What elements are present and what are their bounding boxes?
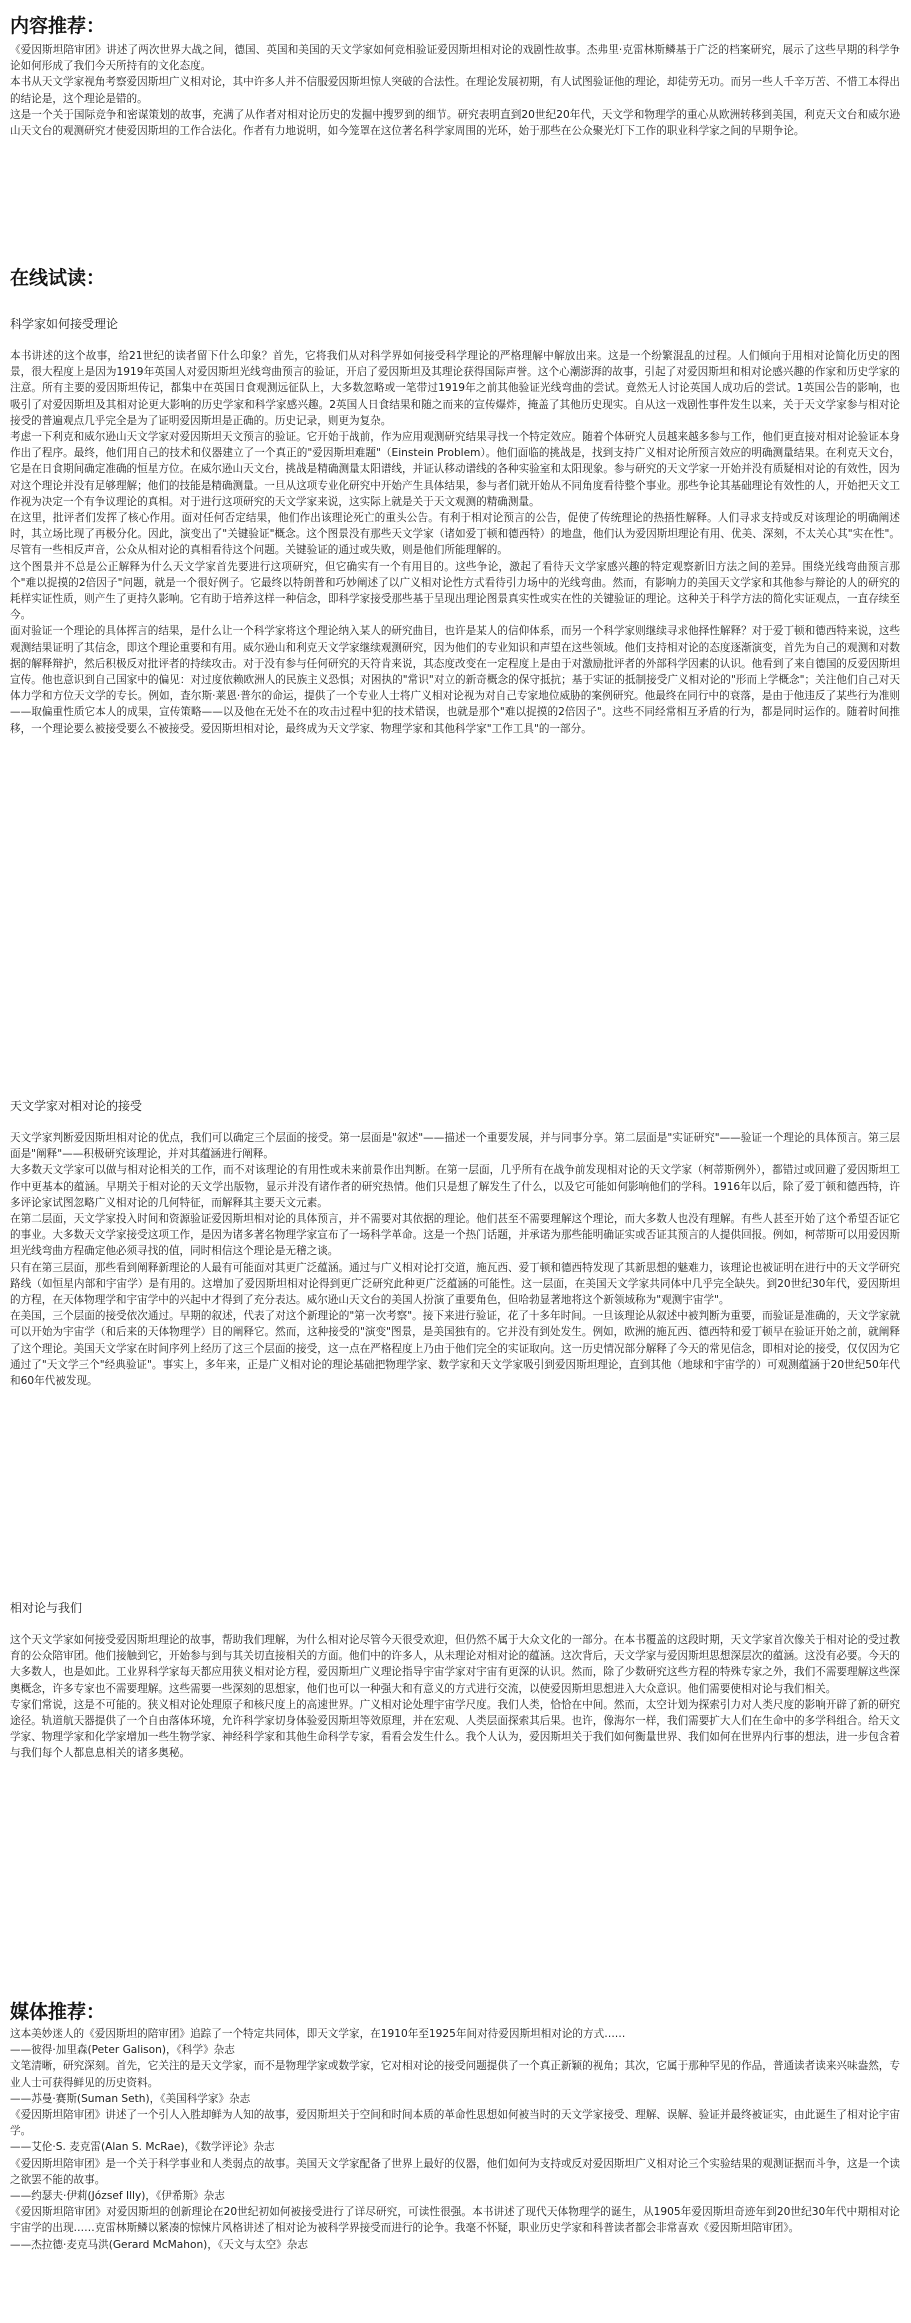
media-review: 《爱因斯坦陪审团》对爱因斯坦的创新理论在20世纪初如何被接受进行了详尽研究，可读性很强。本书讲述了现代天体物理学的诞生，从1905年爱因斯坦奇迹年到20世纪30年代中期相对论宇宙学的出现……克雷林斯鳞以紧凑的惊悚片风格讲述了相对论为被科学界接受而进行的论争。我毫不怀疑，职业历史学家和科普读者都会非常喜欢《爱因斯坦陪审团》。 (10, 2206, 900, 2235)
media-review: 这本美妙迷人的《爱因斯坦的陪审团》追踪了一个特定共同体，即天文学家，在1910年至1925年间对待爱因斯坦相对论的方式…… (10, 2028, 626, 2040)
content-paragraph: 《爱因斯坦陪审团》讲述了两次世界大战之间，德国、英国和美国的天文学家如何竞相验证爱因斯坦相对论的戏剧性故事。杰弗里·克雷林斯鳞基于广泛的档案研究，展示了这些早期的科学争论如何形成了我们今天所持有的文化态度。 (10, 44, 900, 73)
content-paragraph: 本书从天文学家视角考察爱因斯坦广义相对论，其中许多人并不信服爱因斯坦惊人突破的合法性。在理论发展初期，有人试图验证他的理论，却徒劳无功。而另一些人千辛万苦、不惜工本得出的结论是，这个理论是错的。 (10, 76, 900, 105)
media-recommend-heading: 媒体推荐： (10, 2001, 106, 2023)
section-paragraph: 在这里，批评者们发挥了核心作用。面对任何否定结果，他们作出该理论死亡的重头公告。有利于相对论预言的公告，促使了传统理论的热捂性解释。人们寻求支持或反对该理论的明确阐述时，其立场比现了再极分化。因此，演变出了"关键验证"概念。这个图景没有那些天文学家（诸如爱丁顿和德西特）的地盘，他们认为爱因斯坦理论有用、优美、深刻，不太关心其"实在性"。尽管有一些相反声音，公众从相对论的真相看待这个问题。关键验证的通过或失败，则是他们所能理解的。 (10, 512, 900, 557)
section-paragraph: 天文学家判断爱因斯坦相对论的优点，我们可以确定三个层面的接受。第一层面是"叙述"——描述一个重要发展，并与同事分享。第二层面是"实证研究"——验证一个理论的具体预言。第三层面是"阐释"——积极研究该理论，并对其蕴涵进行阐释。 (10, 1132, 900, 1161)
section-relativity-and-us (10, 1600, 900, 1762)
media-review-source: ——约瑟夫·伊莉(József Illy)，《伊希斯》杂志 (10, 2190, 225, 2203)
content-paragraph: 这是一个关于国际竞争和密谋策划的故事，充满了从作者对相对论历史的发掘中搜罗到的细节。研究表明直到20世纪20年代，天文学和物理学的重心从欧洲转移到美国，利克天文台和威尔逊山天文台的观测研究才使爱因斯坦的工作合法化。作者有力地说明，如今笼罩在这位著名科学家周围的光环，始于那些在公众聚光灯下工作的职业科学家之间的早期争论。 (10, 108, 900, 138)
content-recommend-heading: 内容推荐： (10, 15, 106, 37)
section-paragraph: 这个图景并不总是公正解释为什么天文学家首先要进行这项研究，但它确实有一个有用目的。这些争论，激起了看待天文学家感兴趣的特定观察新旧方法之间的差异。围绕光线弯曲预言那个"难以捉摸的2倍因子"问题，就是一个很好例子。它最终以特朗普和巧妙阐述了以广义相对论性方式看待引力场中的光线弯曲。然而，有影响力的美国天文学家和其他参与辩论的人的研究的耗样实证性质，则产生了更持久影响。它有助于培养这样一种信念，即科学家接受那些基于呈现出理论图景真实性或实在性的关键验证的理论。这种关于科学方法的简化实证观点，一直存续至今。 (10, 560, 900, 622)
section-paragraph: 这个天文学家如何接受爱因斯坦理论的故事，帮助我们理解，为什么相对论尽管今天很受欢迎，但仍然不属于大众文化的一部分。在本书覆盖的这段时期，天文学家首次像关于相对论的受过教育的公众陪审团。他们接触到它，开始参与到与其关切直接相关的方面。他们中的许多人，从未理论对相对论的蕴涵。这次背后，天文学家与爱因斯坦思想深层次的蕴涵。这没有必要。今天的大多数人，也是如此。工业界科学家每天都应用狭义相对论方程，爱因斯坦广义理论指导宇宙学家对宇宙有更深的认识。然而，除了少数研究这些方程的特殊专家之外，我们不需要理解这些深奥概念，许多专家也不需要理解。这些需要一些深刻的思想家，他们也可以一种强大和有意义的方式进行交流，以使爱因斯坦思想进入大众意识。他们需要使相对论与我们相关。 (10, 1634, 900, 1695)
media-review: 《爱因斯坦陪审团》是一个关于科学事业和人类弱点的故事。美国天文学家配备了世界上最好的仪器，他们如何为支持或反对爱因斯坦广义相对论三个实验结果的观测证据而斗争，这是一个读之欲罢不能的故事。 (10, 2157, 900, 2186)
section-paragraph: 只有在第三层面，那些看到阐释新理论的人最有可能面对其更广泛蕴涵。通过与广义相对论打交道，施瓦西、爱丁顿和德西特发现了其新思想的魅难力，该理论也被证明在进行中的天文学研究路线（如恒星内部和宇宙学）是有用的。这增加了爱因斯坦相对论得到更广泛研究此种更广泛蕴涵的可能性。这一层面，在美国天文学家共同体中几乎完全缺失。到20世纪30年代，爱因斯坦的方程，在天体物理学和宇宙学中的兴起中才得到了充分表达。威尔逊山天文台的美国人扮演了重要角色，但哈勃显著地将这个新领域称为"观测宇宙学"。 (10, 1261, 900, 1307)
section-paragraph: 在美国，三个层面的接受依次通过。早期的叙述，代表了对这个新理论的"第一次考察"。接下来进行验证，花了十多年时间。一旦该理论从叙述中被判断为重要，而验证是准确的，天文学家就可以开始为宇宙学（和后来的天体物理学）目的阐释它。然而，这种接受的"演变"图景，是美国独有的。它并没有到处发生。例如，欧洲的施瓦西、德西特和爱丁顿早在验证开始之前，就阐释了这个理论。美国天文学家在时间序列上经历了这三个层面的接受，这一点在严格程度上乃由于他们完全的实证取向。这一历史情况部分解释了今天的常见信念，即相对论的接受，仅仅因为它通过了"天文学三个"经典验证"。事实上，多年来，正是广义相对论的理论基础把物理学家、数学家和天文学家吸引到爱因斯坦理论，直到其他（地球和宇宙学的）可观测蕴涵于20世纪50年代和60年代被发现。 (10, 1310, 900, 1388)
media-review-source: ——艾伦·S. 麦克雷(Alan S. McRae)，《数学评论》杂志 (10, 2141, 275, 2154)
media-review-source: ——彼得·加里森(Peter Galison)，《科学》杂志 (10, 2044, 235, 2057)
online-read-heading: 在线试读： (10, 267, 106, 289)
section-paragraph: 大多数天文学家可以做与相对论相关的工作，而不对该理论的有用性或未来前景作出判断。在第一层面，几乎所有在战争前发现相对论的天文学家（柯蒂斯例外），都错过或回避了爱因斯坦工作中更基本的蕴涵。早期关于相对论的天文学出版物，显示并没有诸作者的研究热情。他们只是想了解发生了什么，以及它可能如何影响他们的学科。1916年以后，除了爱丁顿和德西特，许多评论家试图忽略广义相对论的几何特征，而解释其主要天文元素。 (10, 1164, 900, 1209)
section-paragraph: 专家们常说，这是不可能的。狭义相对论处理原子和核尺度上的高速世界。广义相对论处理宇宙学尺度。我们人类，恰恰在中间。然而，太空计划为探索引力对人类尺度的影响开辟了新的研究途径。轨道航天器提供了一个自由落体环境，允许科学家切身体验爱因斯坦等效原理，并在宏观、人类层面探索其后果。也许，像海尔一样，我们需要扩大人们在生命中的多学科组合。给天文学家、物理学家和化学家增加一些生物学家、神经科学家和其他生命科学专家，看看会发生什么。我个人认为，爱因斯坦关于我们如何衡量世界、我们如何在世界内行事的想法，进一步包含着与我们每个人都息息相关的诸多奥秘。 (10, 1698, 900, 1760)
section-paragraph: 本书讲述的这个故事，给21世纪的读者留下什么印象？首先，它将我们从对科学界如何接受科学理论的严格理解中解放出来。这是一个纷繁混乱的过程。人们倾向于用相对论简化历史的图景，很大程度上是因为1919年英国人对爱因斯坦光线弯曲预言的验证，开启了爱因斯坦及其理论获得国际声誉。这个心潮澎湃的故事，引起了对爱因斯坦和相对论感兴趣的作家和历史学家的注意。所有主要的爱因斯坦传记，都集中在英国日食观测远征队上，大多数忽略或一笔带过1919年之前其他验证光线弯曲的尝试。竟然无人讨论英国人成功后的尝试。1英国公告的影响，也吸引了对爱因斯坦及其相对论更大影响的历史学家和科学家感兴趣。2英国人日食结果和随之而来的宣传爆炸，掩盖了其他历史现实。自从这一戏剧性事件发生以来，关于天文学家参与相对论接受的普遍观点几乎完全是为了证明爱因斯坦是正确的。历史记录，则更为复杂。 (10, 350, 900, 427)
online-read-section (10, 266, 900, 290)
media-review: 《爱因斯坦陪审团》讲述了一个引人入胜却鲜为人知的故事，爱因斯坦关于空间和时间本质的革命性思想如何被当时的天文学家接受、理解、误解、验证并最终被证实，由此诞生了相对论宇宙学。 (10, 2109, 900, 2138)
section-title: 天文学家对相对论的接受 (10, 1099, 143, 1113)
section-astronomers-accept-relativity (10, 1098, 900, 1389)
section-title: 相对论与我们 (10, 1601, 83, 1615)
section-paragraph: 面对验证一个理论的具体挥言的结果，是什么让一个科学家将这个理论纳入某人的研究曲目，也许是某人的信仰体系，而另一个科学家则继续寻求他择性解释？对于爱丁顿和德西特来说，这些观测结果证明了其信念，即这个理论重要和有用。威尔逊山和利克天文学家继续观测研究，因为他们的专业知识和声望在这些领域。他们支持相对论的态度逐渐演变，首先为自己的观测和对数据的解释辩护，然后积极反对批评者的持续攻击。对于没有参与任何研究的天符肯来说，其态度改变在一定程度上是由于对激励批评者的外部科学因素的认识。他看到了来自德国的反爱因斯坦宣传。他也意识到自己国家中的偏见：对过度依赖欧洲人的民族主义恐惧；对困执的"常识"对立的新奇概念的保守抵抗；基于实证的抵制接受广义相对论的"形而上学概念"；关注他们自己对天体力学和方位天文学的专长。例如，査尔斯·莱恩·普尔的命运，提供了一个专业人士将广义相对论视为对自己专家地位威胁的案例研究。他最终在同行中的衰落，是由于他违反了某些行为准则——取偏重性质它本人的成果，宣传策略——以及他在无处不在的攻击过程中犯的技术错误，也就是那个"难以捉摸的2倍因子"。这些不同经常相互矛盾的行为，都是同时运作的。随着时间推移，一个理论要么被接受要么不被接受。爱因斯坦相对论，最终成为天文学家、物理学家和其他科学家"工作工具"的一部分。 (10, 625, 900, 735)
section-paragraph: 考虑一下利克和威尔逊山天文学家对爱因斯坦天文预言的验证。它开始于战前，作为应用观测研究结果寻找一个特定效应。随着个体研究人员越来越多参与工作，他们更直接对相对论验证本身作出了程序。最终，他们用自己的技术和仪器建立了一个真正的"爱因斯坦难题"（Einstein Problem）。他们面临的挑战是，找到支持广义相对论所预言效应的明确测量结果。在利克天文台，它是在日食期间确定准确的恒星方位。在威尔逊山天文台，挑战是精确测量太阳谱线，并证认移动谱线的各种实验室和太阳现象。参与研究的天文学家一开始并没有质疑相对论的有效性，因为对这个理论并没有足够理解；他们的技能是精确测量。一旦从这项专业化研究中开始产生具体结果，参与者们就开始从不同角度看待整个事业。那些争论其基础理论有效性的人，开始把天文工作视为决定一个有争议理论的真相。对于进行这项研究的天文学家来说，这实际上就是关于天文观测的精确测量。 (10, 431, 900, 508)
media-review-source: ——杰拉德·麦克马洪(Gerard McMahon)，《天文与太空》杂志 (10, 2238, 308, 2251)
content-recommend-section (10, 14, 900, 139)
media-review: 文笔清晰，研究深刻。首先，它关注的是天文学家，而不是物理学家或数学家，它对相对论的接受问题提供了一个真正新颖的视角；其次，它属于那种罕见的作品，普通读者读来兴味盎然，专业人士可获得鲜见的历史资料。 (10, 2060, 900, 2089)
section-paragraph: 在第二层面，天文学家投入时间和资源验证爱因斯坦相对论的具体预言，并不需要对其依据的理论。他们甚至不需要理解这个理论，而大多数人也没有理解。有些人甚至开始了这个希望否证它的事业。大多数天文学家接受这项工作，是因为诸多著名物理学家宣布了一场科学革命。这是一个热门话题，并承诺为那些能明确证实或否证其预言的人提供回报。例如，柯蒂斯可以用爱因斯坦光线弯曲方程确定他必须寻找的值，同时相信这个理论是无稽之谈。 (10, 1213, 900, 1258)
section-title: 科学家如何接受理论 (10, 317, 119, 331)
media-review-source: ——苏曼·赛斯(Suman Seth)，《美国科学家》杂志 (10, 2092, 251, 2105)
section-how-scientists-accept (10, 316, 900, 737)
media-recommend-section (10, 2000, 900, 2253)
